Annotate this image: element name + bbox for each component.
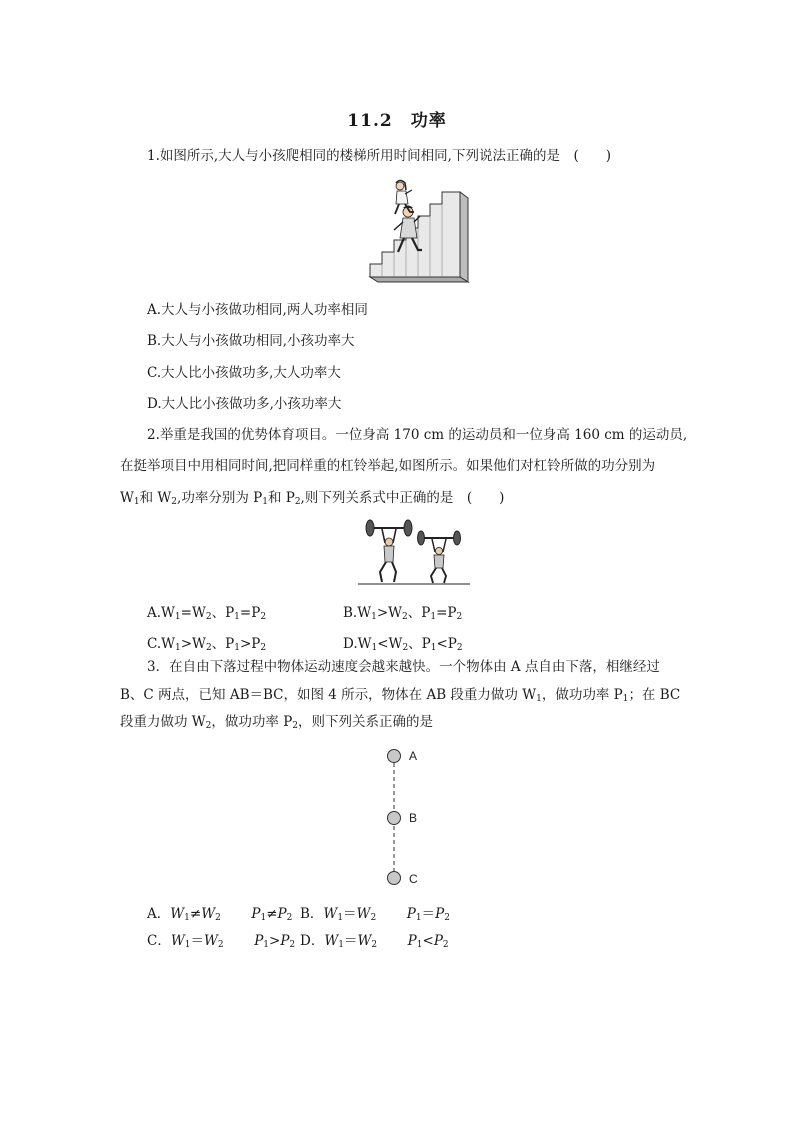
q3-stem-line-2: B、C 两点，已知 AB＝BC，如图 4 所示，物体在 AB 段重力做功 $W_1$，做功功率 $P_1$；在 BC <box>120 687 681 704</box>
q1-option-a: A.大人与小孩做功相同,两人功率相同 <box>147 302 368 318</box>
q2-option-b: $B.W_1>W_2$、$P_1=P_2$ <box>343 605 463 622</box>
q3-option-d: D．$W_1=W_2$ $P_1<P_2$ <box>300 933 449 950</box>
weightlifters-illustration <box>356 516 472 588</box>
point-b-label: B <box>409 811 418 825</box>
point-a-label: A <box>409 749 418 763</box>
q3-option-b: B．$W_1=W_2$ $P_1=P_2$ <box>300 906 450 923</box>
q2-option-a: $A.W_1=W_2$、$P_1=P_2$ <box>147 605 267 622</box>
q2-stem-line-1: 2.举重是我国的优势体育项目。一位身高 170 cm 的运动员和一位身高 160 cm 的运动员, <box>147 427 688 443</box>
point-c-label: C <box>409 872 418 886</box>
q2-option-d: $D.W_1<W_2$、$P_1<P_2$ <box>343 636 463 653</box>
q1-stem: 1.如图所示,大人与小孩爬相同的楼梯所用时间相同,下列说法正确的是 ( ) <box>147 148 611 164</box>
q3-stem-line-3: 段重力做功 $W_2$，做功功率 $P_2$，则下列关系正确的是 <box>120 714 434 731</box>
q1-option-c: C.大人比小孩做功多,大人功率大 <box>147 365 341 381</box>
q3-stem-line-1: 3．在自由下落过程中物体运动速度会越来越快。一个物体由 A 点自由下落，相继经过 <box>147 659 660 675</box>
page-title: 11.2 功率 <box>347 111 447 131</box>
point-a-ball <box>388 750 401 763</box>
q2-stem-line-2: 在挺举项目中用相同时间,把同样重的杠铃举起,如图所示。如果他们对杠铃所做的功分别为 <box>120 458 656 474</box>
point-c-ball <box>388 872 401 885</box>
q2-stem-line-3: $W_1$和 $W_2$,功率分别为 $P_1$和 $P_2$,则下列关系式中正确的是 ( ) <box>120 490 505 507</box>
q1-option-b: B.大人与小孩做功相同,小孩功率大 <box>147 333 355 349</box>
stairs-climbing-illustration <box>360 172 470 284</box>
q2-option-c: $C.W_1>W_2$、$P_1>P_2$ <box>147 636 267 653</box>
falling-object-diagram <box>378 742 428 892</box>
point-b-ball <box>388 812 401 825</box>
q3-option-c: C．$W_1=W_2$ $P_1>P_2$ <box>147 933 296 950</box>
q1-option-d: D.大人比小孩做功多,小孩功率大 <box>147 396 342 412</box>
q3-option-a: A．$W_1\ne W_2$ $P_1\ne P_2$ <box>147 906 293 923</box>
